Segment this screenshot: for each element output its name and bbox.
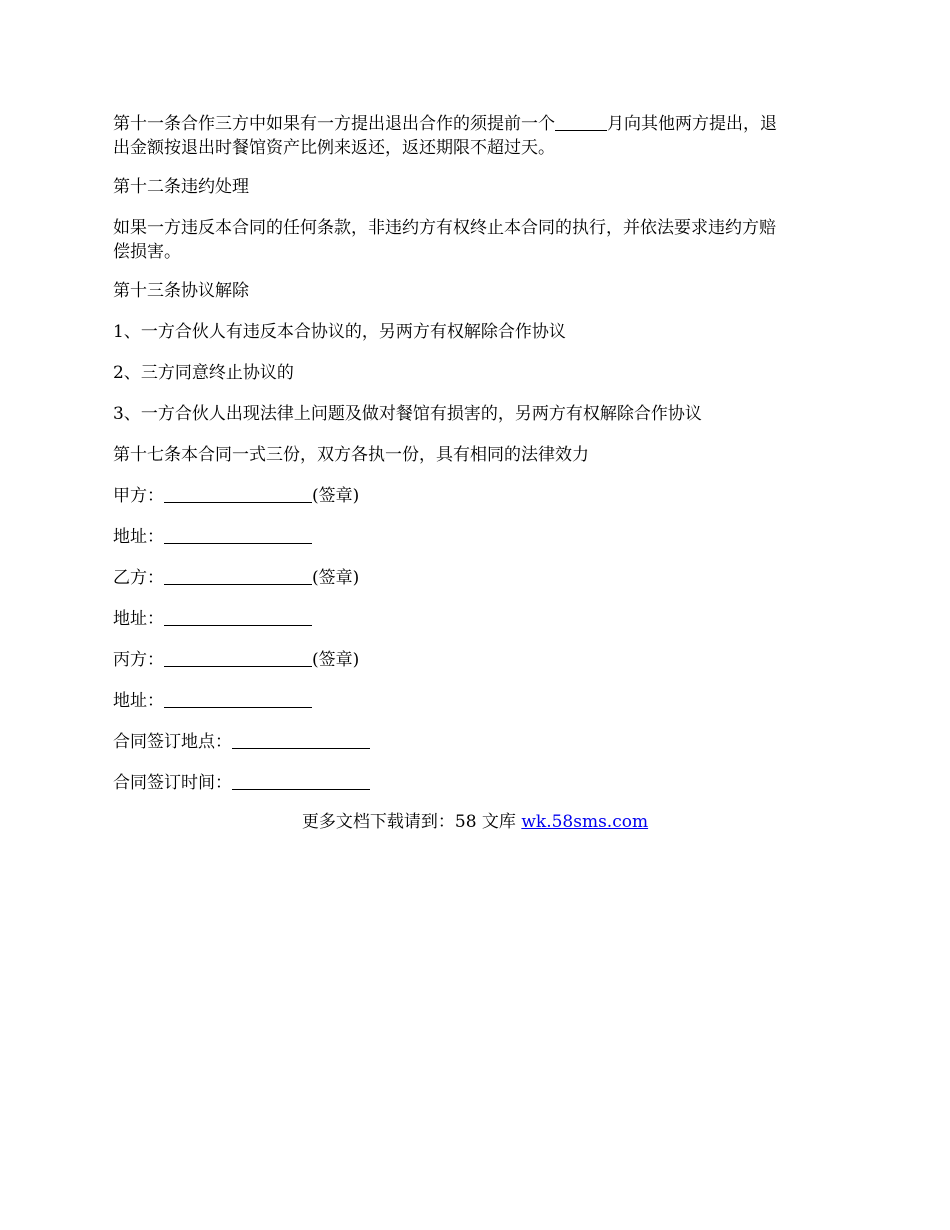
clause-13-item: 2、三方同意终止协议的 [113, 363, 294, 383]
months-blank [555, 112, 607, 131]
party-c-line: 丙方： (签章) [113, 650, 360, 670]
sign-time-line: 合同签订时间： [113, 771, 843, 795]
clause-11 [113, 112, 843, 160]
sign-place-line: 合同签订地点： [113, 730, 843, 754]
document-body [113, 112, 843, 812]
party-a-blank [164, 484, 312, 503]
clause-12-line-1: 如果一方违反本合同的任何条款，非违约方有权终止本合同的执行，并依法要求违约方赔 [113, 218, 776, 238]
clause-12-body [113, 216, 843, 264]
clause-13-item: 1、一方合伙人有违反本合协议的，另两方有权解除合作协议 [113, 322, 566, 342]
party-b-line: 乙方： (签章) [113, 568, 360, 588]
party-b-blank [164, 566, 312, 585]
clause-11-line-1: 第十一条合作三方中如果有一方提出退出合作的须提前一个 月向其他两方提出，退 [113, 114, 777, 134]
clause-12-line-2: 偿损害。 [113, 242, 181, 262]
party-c-address-blank [164, 689, 312, 708]
party-a-address-line: 地址： [113, 525, 843, 549]
footer [0, 810, 950, 834]
party-a-line: 甲方： (签章) [113, 486, 360, 506]
party-a-address-blank [164, 525, 312, 544]
party-b-address-line: 地址： [113, 607, 843, 631]
clause-13-item: 3、一方合伙人出现法律上问题及做对餐馆有损害的，另两方有权解除合作协议 [113, 404, 702, 424]
sign-place-blank [232, 730, 370, 749]
clause-12-title: 第十二条违约处理 [113, 177, 249, 197]
footer-link[interactable]: wk.58sms.com [521, 812, 649, 832]
party-c-blank [164, 648, 312, 667]
party-c-address-line: 地址： [113, 689, 843, 713]
clause-11-line-2: 出金额按退出时餐馆资产比例来返还，返还期限不超过天。 [113, 138, 555, 158]
sign-time-blank [232, 771, 370, 790]
clause-17: 第十七条本合同一式三份，双方各执一份，具有相同的法律效力 [113, 445, 589, 465]
party-b-address-blank [164, 607, 312, 626]
footer-text: 更多文档下载请到：58 文库 [301, 812, 522, 832]
clause-13-title: 第十三条协议解除 [113, 281, 249, 301]
